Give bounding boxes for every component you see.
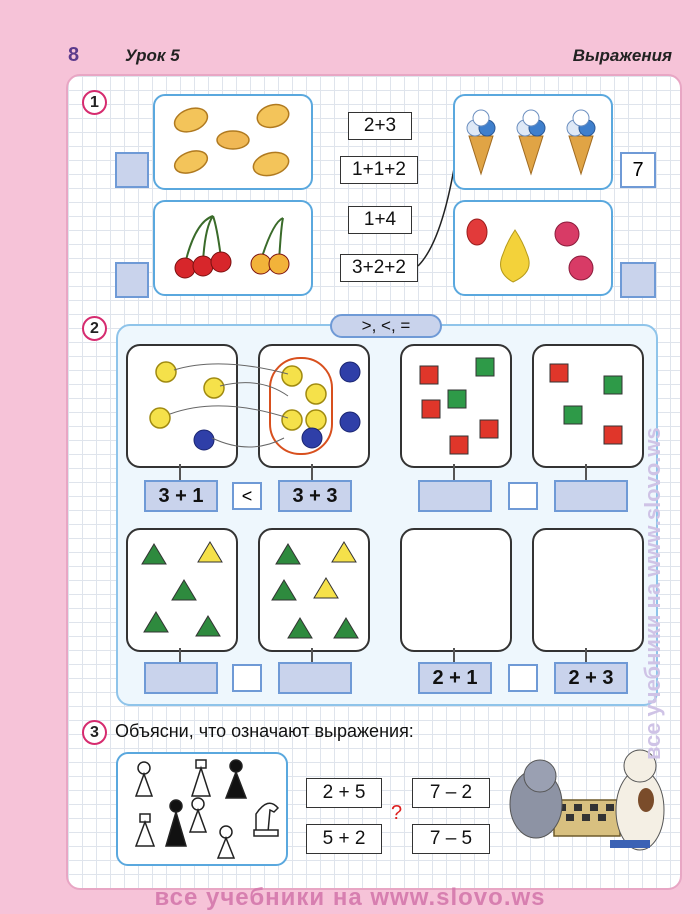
task-number-2: 2: [82, 316, 107, 341]
answer-box-bread[interactable]: [115, 152, 149, 188]
chess-pieces-picture: [116, 752, 288, 866]
footer-text: все учебники на www.slovo.ws: [154, 884, 546, 911]
expression-3: 1+4: [348, 206, 412, 234]
block-empty-2: [532, 528, 644, 652]
expression-2: 1+1+2: [340, 156, 418, 184]
label-blank-a3[interactable]: [418, 480, 492, 512]
squares-icon: [534, 346, 642, 466]
bread-icon: [155, 96, 311, 188]
topic-title: Выражения: [572, 46, 672, 65]
label-blank-b2[interactable]: [278, 662, 352, 694]
answer-box-cherries[interactable]: [115, 262, 149, 298]
triangles-icon: [260, 530, 368, 650]
compare-box-2[interactable]: [508, 482, 538, 510]
task3-expression-1: 2 + 5: [306, 778, 382, 808]
icecream-picture: [453, 94, 613, 190]
svg-text:все учебники на www.slovo.ws: все учебники на www.slovo.ws: [640, 427, 665, 760]
label-blank-a4[interactable]: [554, 480, 628, 512]
compare-box-4[interactable]: [508, 664, 538, 692]
cherries-picture: [153, 200, 313, 296]
task3-expression-3: 5 + 2: [306, 824, 382, 854]
fruits-icon: [455, 202, 611, 294]
bread-picture: [153, 94, 313, 190]
block-squares-2: [532, 344, 644, 468]
cherries-icon: [155, 202, 311, 294]
task3-prompt: Объясни, что означают выражения:: [115, 721, 414, 741]
task3-expression-4: 7 – 5: [412, 824, 490, 854]
task3-expression-2: 7 – 2: [412, 778, 490, 808]
triangles-icon: [128, 530, 236, 650]
block-squares-1: [400, 344, 512, 468]
block-empty-1: [400, 528, 512, 652]
compare-box-3[interactable]: [232, 664, 262, 692]
fruits-picture: [453, 200, 613, 296]
task-number-3: 3: [82, 720, 107, 745]
matching-lines: [160, 356, 320, 456]
page-number: 8: [68, 44, 80, 66]
block-triangles-2: [258, 528, 370, 652]
expression-4: 3+2+2: [340, 254, 418, 282]
block-triangles-1: [126, 528, 238, 652]
expression-1: 2+3: [348, 112, 412, 140]
compare-box-1[interactable]: <: [232, 482, 262, 510]
task-number-1: 1: [82, 90, 107, 115]
lesson-title: Урок 5: [125, 46, 180, 65]
chess-pieces-icon: [118, 754, 286, 864]
label-expression-b3: 2 + 1: [418, 662, 492, 694]
watermark: [640, 120, 670, 770]
icecream-icon: [455, 96, 611, 188]
squares-icon: [402, 346, 510, 466]
label-expression-a2: 3 + 3: [278, 480, 352, 512]
answer-box-icecream[interactable]: 7: [620, 152, 656, 188]
label-expression-b4: 2 + 3: [554, 662, 628, 694]
comparison-signs: >, <, =: [330, 314, 442, 338]
label-blank-b1[interactable]: [144, 662, 218, 694]
question-mark: ?: [391, 802, 403, 824]
label-expression-a1: 3 + 1: [144, 480, 218, 512]
